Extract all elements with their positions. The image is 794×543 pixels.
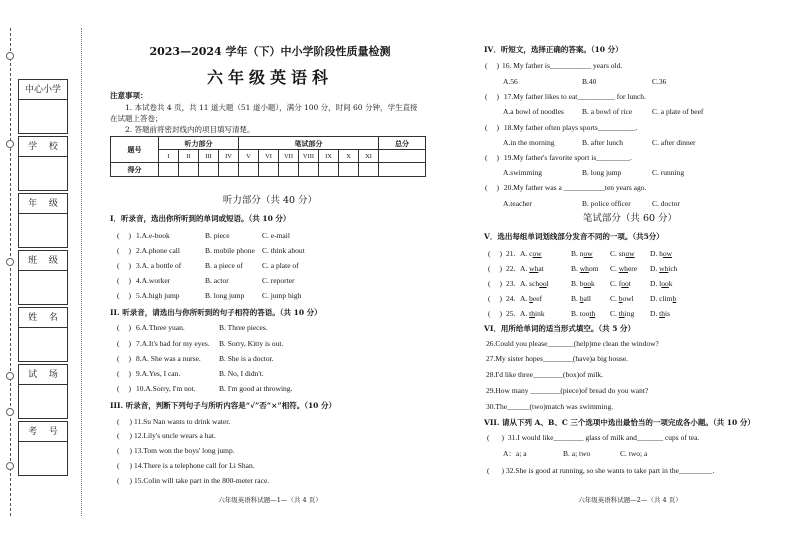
statement: 14.There is a telephone call for Li Shan. xyxy=(134,461,255,470)
question-24 xyxy=(488,294,676,303)
question-7 xyxy=(117,339,283,348)
question-9 xyxy=(117,369,264,378)
section-5-title: V．选出每组单词划线部分发音不同的一项。（共5分） xyxy=(484,232,664,241)
question-19 xyxy=(485,153,632,162)
score-table xyxy=(110,136,426,177)
option-a: 4.A.worker xyxy=(136,276,171,285)
option-a: 6.A.Three yuan. xyxy=(136,323,185,332)
question-5 xyxy=(117,291,301,300)
answer-bracket: ( ) xyxy=(117,291,131,300)
option-b: B. a; two xyxy=(563,449,591,458)
option-d: D. look xyxy=(650,279,673,288)
option-a: 8.A. She was a nurse. xyxy=(136,354,201,363)
answer-bracket: ( ) xyxy=(485,183,499,192)
question-text: 31.I would like________ glass of milk and_______ cups of tea. xyxy=(506,433,700,442)
table-row-label-score: 得分 xyxy=(111,163,159,177)
section-1-title: I．听录音，选出你所听到的单词或短语。（共 10 分） xyxy=(110,214,291,223)
question-15 xyxy=(117,476,269,485)
table-row-label-question: 题号 xyxy=(111,137,159,163)
option-c: C. where xyxy=(610,264,638,273)
option-b: B. police officer xyxy=(582,199,631,208)
option-a: A.teacher xyxy=(503,199,532,208)
answer-bracket: ( ) xyxy=(117,369,131,378)
binding-hole-icon xyxy=(6,372,14,380)
question-8 xyxy=(117,354,274,363)
question-18-options xyxy=(503,138,696,147)
answer-bracket: ( ) xyxy=(117,323,131,332)
option-b: B.40 xyxy=(582,77,597,86)
option-a: A.56 xyxy=(503,77,518,86)
score-cell xyxy=(259,163,279,177)
field-box-exam-number xyxy=(18,442,68,476)
note-1-line-2: 在试题上答卷； xyxy=(110,114,163,123)
note-2: 2. 答题前将密封线内的项目填写清楚。 xyxy=(125,125,255,134)
option-d: D. this xyxy=(650,309,671,318)
table-cell-empty xyxy=(379,150,426,163)
option-d: D. how xyxy=(650,249,673,258)
field-label-class: 班 级 xyxy=(18,250,68,271)
option-a: A. beef xyxy=(520,294,543,303)
option-b: B. Three pieces. xyxy=(219,323,268,332)
question-30: 30.The______(two)match was swimming. xyxy=(486,402,614,411)
field-box-name xyxy=(18,328,68,362)
option-a: 10.A.Sorry, I'm not. xyxy=(136,384,196,393)
option-b: B. book xyxy=(571,279,595,288)
question-11 xyxy=(117,417,230,426)
question-number: 24. xyxy=(506,294,516,303)
option-b: B. piece xyxy=(205,231,230,240)
table-numeral: III xyxy=(199,150,219,163)
option-c: C. after dinner xyxy=(652,138,696,147)
table-numeral: I xyxy=(159,150,179,163)
option-a: A.swimming xyxy=(503,168,542,177)
field-label-exam-room: 试 场 xyxy=(18,364,68,385)
page-1-footer: 六年级英语科试题—1—（共 4 页） xyxy=(218,496,322,504)
option-c: C. foot xyxy=(610,279,631,288)
section-4-title: IV．听短文，选择正确的答案。（10 分） xyxy=(484,45,623,54)
question-6 xyxy=(117,323,268,332)
answer-bracket: ( ) xyxy=(488,249,502,258)
seal-line xyxy=(10,28,11,516)
answer-bracket: ( ) xyxy=(117,417,132,426)
statement: 13.Tom won the boys' long jump. xyxy=(134,446,235,455)
option-b: B. Sorry, Kitty is out. xyxy=(219,339,284,348)
question-28: 28.I'd like three________(box)of milk. xyxy=(486,370,603,379)
option-b: B. a piece of xyxy=(205,261,243,270)
written-heading: 笔试部分（共 60 分） xyxy=(582,213,678,224)
question-31-options xyxy=(503,449,647,458)
answer-bracket: ( ) xyxy=(488,309,502,318)
table-numeral: V xyxy=(239,150,259,163)
answer-bracket: ( ) xyxy=(488,294,502,303)
option-a: 9.A.Yes, I can. xyxy=(136,369,181,378)
option-a: A. think xyxy=(520,309,545,318)
answer-bracket: ( ) xyxy=(487,466,504,475)
question-12 xyxy=(117,431,216,440)
question-26: 26.Could you please_______(help)me clean the window? xyxy=(486,339,659,348)
option-c: C. doctor xyxy=(652,199,680,208)
option-c: C. reporter xyxy=(262,276,295,285)
option-a: 7.A.It's bad for my eyes. xyxy=(136,339,210,348)
option-a: 5.A.high jump xyxy=(136,291,180,300)
option-c: C. jump high xyxy=(262,291,302,300)
question-27: 27.My sister hopes________(have)a big house. xyxy=(486,354,629,363)
table-header-written: 笔试部分 xyxy=(239,137,379,150)
question-10 xyxy=(117,384,292,393)
field-box-school-center xyxy=(18,100,68,134)
option-c: C. think about xyxy=(262,246,305,255)
question-13 xyxy=(117,446,235,455)
question-text: 16. My father is___________ years old. xyxy=(502,61,623,70)
score-cell xyxy=(339,163,359,177)
question-32 xyxy=(487,466,715,475)
binding-hole-icon xyxy=(6,258,14,266)
answer-bracket: ( ) xyxy=(117,476,132,485)
exam-title: 2023—2024 学年（下）中小学阶段性质量检测 xyxy=(149,45,391,58)
question-text: 18.My father often plays sports__________. xyxy=(502,123,638,132)
table-header-total: 总分 xyxy=(379,137,426,150)
option-c: C. running xyxy=(652,168,685,177)
field-label-name: 姓 名 xyxy=(18,307,68,328)
table-numeral: VI xyxy=(259,150,279,163)
field-box-school xyxy=(18,157,68,191)
section-7-title: VII. 请从下列 A、B、C 三个选项中选出最恰当的一项完成各小题。（共 10 分） xyxy=(484,418,755,427)
option-b: B. tooth xyxy=(571,309,596,318)
option-b: B. long jump xyxy=(205,291,245,300)
binding-hole-icon xyxy=(6,462,14,470)
option-a: A：a; a xyxy=(503,449,527,458)
option-b: B. She is a doctor. xyxy=(219,354,274,363)
option-c: C.36 xyxy=(652,77,667,86)
answer-bracket: ( ) xyxy=(117,384,131,393)
score-cell xyxy=(199,163,219,177)
page-2-footer: 六年级英语科试题—2—（共 4 页） xyxy=(578,496,682,504)
option-a: 2.A.phone call xyxy=(136,246,180,255)
score-cell xyxy=(359,163,379,177)
binding-hole-icon xyxy=(6,408,14,416)
answer-bracket: ( ) xyxy=(485,92,499,101)
question-3 xyxy=(117,261,299,270)
field-label-school-center: 中心小学 xyxy=(18,79,68,100)
option-d: D. climb xyxy=(650,294,677,303)
question-14 xyxy=(117,461,255,470)
binding-hole-icon xyxy=(6,52,14,60)
field-label-school: 学 校 xyxy=(18,136,68,157)
question-text: 32.She is good at running, so she wants to take part in the_________. xyxy=(506,466,715,475)
answer-bracket: ( ) xyxy=(117,461,132,470)
question-4 xyxy=(117,276,295,285)
question-18 xyxy=(485,123,637,132)
option-b: B. whom xyxy=(571,264,599,273)
question-text: 17.My father likes to eat__________ for lunch. xyxy=(502,92,646,101)
option-b: B. actor xyxy=(205,276,229,285)
question-17 xyxy=(485,92,646,101)
option-b: B. I'm good at throwing. xyxy=(219,384,293,393)
answer-bracket: ( ) xyxy=(485,61,499,70)
question-number: 23. xyxy=(506,279,516,288)
answer-bracket: ( ) xyxy=(117,446,132,455)
field-box-class xyxy=(18,271,68,305)
answer-bracket: ( ) xyxy=(117,246,131,255)
score-cell xyxy=(379,163,426,177)
option-a: 1.A.e-book xyxy=(136,231,170,240)
table-numeral: II xyxy=(179,150,199,163)
question-number: 25. xyxy=(506,309,516,318)
question-number: 22. xyxy=(506,264,516,273)
binding-hole-icon xyxy=(6,140,14,148)
question-17-options xyxy=(503,107,703,116)
option-c: C. a plate of xyxy=(262,261,299,270)
note-1-line-1: 1. 本试卷共 4 页，共 11 道大题（51 道小题），满分 100 分，时间 60 分钟，学生直接 xyxy=(125,103,418,112)
question-16 xyxy=(485,61,622,70)
answer-bracket: ( ) xyxy=(485,153,499,162)
option-c: C. thing xyxy=(610,309,635,318)
option-a: 3.A. a bottle of xyxy=(136,261,182,270)
section-3-title: III. 听录音，判断下列句子与所听内容是“√”否“×”相符。（10 分） xyxy=(110,401,337,410)
answer-bracket: ( ) xyxy=(117,261,131,270)
listening-heading: 听力部分（共 40 分） xyxy=(222,195,318,206)
question-2 xyxy=(117,246,305,255)
table-numeral: VII xyxy=(279,150,299,163)
answer-bracket: ( ) xyxy=(487,433,504,442)
option-b: B. mobile phone xyxy=(205,246,255,255)
question-text: 20.My father was a ___________ten years ago. xyxy=(502,183,647,192)
question-text: 19.My father's favorite sport is_________. xyxy=(502,153,632,162)
question-19-options xyxy=(503,168,684,177)
option-a: A. school xyxy=(520,279,549,288)
section-6-title: VI．用所给单词的适当形式填空。（共 5 分） xyxy=(484,324,636,333)
table-numeral: VIII xyxy=(299,150,319,163)
option-a: A. cow xyxy=(520,249,542,258)
answer-bracket: ( ) xyxy=(117,339,131,348)
table-numeral: IV xyxy=(219,150,239,163)
score-cell xyxy=(299,163,319,177)
exam-subject: 六年级英语科 xyxy=(206,68,333,87)
score-cell xyxy=(279,163,299,177)
option-a: A. what xyxy=(520,264,544,273)
score-cell xyxy=(159,163,179,177)
question-25 xyxy=(488,309,670,318)
answer-bracket: ( ) xyxy=(485,123,499,132)
question-31 xyxy=(487,433,699,442)
table-numeral: IX xyxy=(319,150,339,163)
question-29: 29.How many ________(piece)of bread do you want? xyxy=(486,386,649,395)
option-a: A.a bowl of noodles xyxy=(503,107,564,116)
option-b: B. now xyxy=(571,249,593,258)
answer-bracket: ( ) xyxy=(488,279,502,288)
option-b: B. No, I didn't. xyxy=(219,369,264,378)
option-c: C. e-mail xyxy=(262,231,290,240)
question-1 xyxy=(117,231,290,240)
option-d: D. which xyxy=(650,264,678,273)
answer-bracket: ( ) xyxy=(117,276,131,285)
answer-bracket: ( ) xyxy=(117,354,131,363)
statement: 12.Lily's uncle wears a hat. xyxy=(134,431,216,440)
question-20 xyxy=(485,183,646,192)
section-2-title: II. 听录音，请选出与你所听到的句子相符的答语。（共 10 分） xyxy=(110,308,322,317)
answer-bracket: ( ) xyxy=(117,231,131,240)
score-cell xyxy=(179,163,199,177)
table-numeral: X xyxy=(339,150,359,163)
question-21 xyxy=(488,249,672,258)
table-numeral: XI xyxy=(359,150,379,163)
score-cell xyxy=(239,163,259,177)
option-b: B. long jump xyxy=(582,168,622,177)
notes-heading: 注意事项： xyxy=(110,91,148,100)
question-16-options xyxy=(503,77,666,86)
answer-bracket: ( ) xyxy=(488,264,502,273)
option-c: C. snow xyxy=(610,249,635,258)
option-b: B. after lunch xyxy=(582,138,624,147)
option-c: C. a plate of beef xyxy=(652,107,704,116)
field-label-exam-number: 考 号 xyxy=(18,421,68,442)
question-22 xyxy=(488,264,678,273)
option-c: C. two; a xyxy=(620,449,648,458)
field-box-grade xyxy=(18,214,68,248)
field-label-grade: 年 级 xyxy=(18,193,68,214)
question-20-options xyxy=(503,199,680,208)
table-header-listening: 听力部分 xyxy=(159,137,239,150)
option-c: C. bowl xyxy=(610,294,634,303)
answer-bracket: ( ) xyxy=(117,431,132,440)
binding-line xyxy=(81,28,82,516)
option-b: B. a bowl of rice xyxy=(582,107,633,116)
score-cell xyxy=(319,163,339,177)
option-b: B. ball xyxy=(571,294,592,303)
option-a: A.in the morning xyxy=(503,138,555,147)
question-number: 21. xyxy=(506,249,516,258)
statement: 15.Colin will take part in the 800-meter race. xyxy=(134,476,270,485)
score-cell xyxy=(219,163,239,177)
field-box-exam-room xyxy=(18,385,68,419)
question-23 xyxy=(488,279,673,288)
statement: 11.Su Nan wants to drink water. xyxy=(134,417,231,426)
